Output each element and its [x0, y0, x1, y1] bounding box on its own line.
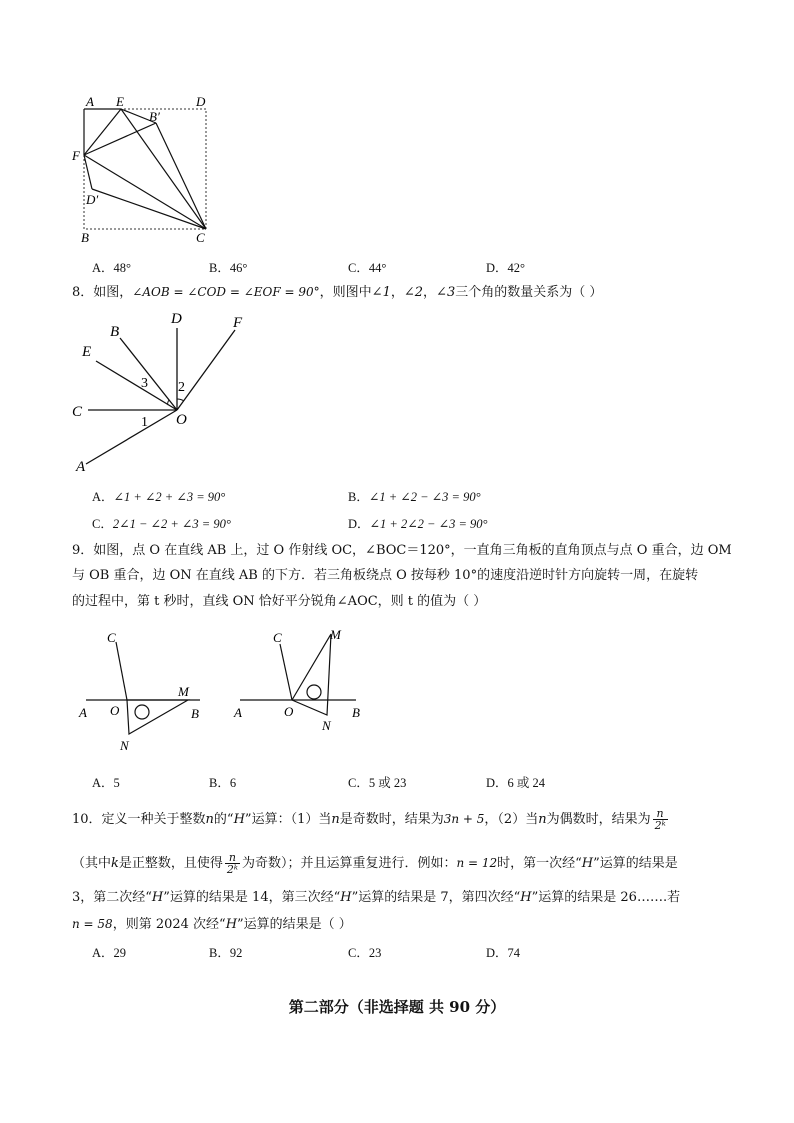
q9r-label-B: B	[352, 705, 360, 720]
q7-dashed-rectangle	[84, 109, 206, 229]
q8-option-b[interactable]: B．∠1 + ∠2 − ∠3 = 90°	[348, 490, 481, 504]
q9l-label-B: B	[191, 706, 199, 721]
q9l-label-O: O	[110, 703, 120, 718]
q7-label-E: E	[116, 94, 124, 109]
q8-condition: ∠AOB = ∠COD = ∠EOF = 90°	[132, 285, 320, 299]
q9l-label-A: A	[79, 705, 87, 720]
q10-option-c[interactable]: C．23	[348, 946, 382, 960]
q8-option-c[interactable]: C．2∠1 − ∠2 + ∠3 = 90°	[92, 517, 231, 531]
q9-figure-right	[228, 622, 378, 742]
q7-segment-FBp	[84, 123, 156, 155]
q8-stem: 8．如图，∠AOB = ∠COD = ∠EOF = 90°，则图中∠1，∠2，∠3三个角的数量关系为（ ）	[72, 285, 603, 300]
q8-label-2: 2	[178, 380, 185, 395]
q9r-triangle-hole	[307, 685, 321, 699]
q8-label-1: 1	[141, 415, 148, 430]
q10-option-a[interactable]: A．29	[92, 946, 127, 960]
q8-option-a[interactable]: A．∠1 + ∠2 + ∠3 = 90°	[92, 490, 226, 504]
q9l-label-N: N	[120, 738, 129, 753]
q9-option-a[interactable]: A．5	[92, 776, 120, 790]
q7-figure	[70, 92, 220, 252]
q9r-ray-OC	[280, 644, 292, 700]
q7-option-d[interactable]: D．42°	[486, 261, 526, 275]
q9-option-d[interactable]: D．6 或 24	[486, 776, 546, 790]
q7-option-c[interactable]: C．44°	[348, 261, 387, 275]
q7-option-b[interactable]: B．46°	[209, 261, 248, 275]
q8-ray-OA	[86, 410, 177, 464]
q7-label-Bprime: B′	[149, 109, 160, 124]
q7-label-Dprime: D′	[86, 192, 99, 207]
q8-label-B: B	[110, 324, 120, 340]
q8-figure	[70, 306, 260, 476]
q8-label-D: D	[171, 311, 182, 327]
q8-arc-angle2	[177, 399, 184, 401]
q10-stem-line2: （其中k是正整数，且使得 $\frac{n}{\text{2ᵏ}}$ 为奇数）；并且运算重复进行．例如：n = 12时，第一次经“H”运算的结果是	[72, 851, 678, 876]
q10-stem-line1: 10．定义一种关于整数n的“H”运算：（1）当n是奇数时，结果为3n + 5，（2）当n为偶数时，结果为 $\frac{n}{\text{2ᵏ}}$	[72, 807, 666, 832]
q7-option-a[interactable]: A．48°	[92, 261, 132, 275]
q7-label-D: D	[196, 94, 206, 109]
q8-label-C: C	[72, 404, 83, 420]
q7-segment-BpC	[156, 123, 206, 229]
q10-fraction-inline: $\frac{n}{\text{2ᵏ}}$	[226, 851, 238, 876]
q9-stem-line3: 的过程中，第 t 秒时，直线 ON 恰好平分锐角∠AOC，则 t 的值为（ ）	[72, 594, 487, 609]
q9r-triangle	[292, 634, 331, 715]
q8-ray-OE	[96, 361, 177, 410]
q7-label-F: F	[72, 148, 80, 163]
q9r-label-C: C	[273, 630, 282, 645]
q7-label-C: C	[196, 230, 205, 245]
q9r-label-N: N	[322, 718, 331, 733]
q9l-triangle	[127, 700, 188, 734]
q8-ray-OB	[120, 338, 177, 410]
q9-option-b[interactable]: B．6	[209, 776, 237, 790]
q9l-ray-OC	[116, 642, 127, 700]
q7-label-B: B	[81, 230, 89, 245]
q8-label-E: E	[82, 344, 92, 360]
q10-option-d[interactable]: D．74	[486, 946, 521, 960]
q8-label-A: A	[76, 459, 86, 475]
q8-option-d[interactable]: D．∠1 + 2∠2 − ∠3 = 90°	[348, 517, 488, 531]
part2-heading: 第二部分（非选择题 共 90 分）	[288, 998, 506, 1016]
q7-label-A: A	[86, 94, 94, 109]
q9l-label-M: M	[178, 684, 189, 699]
q8-label-O: O	[176, 412, 187, 428]
q8-ray-OF	[177, 330, 235, 410]
q9l-triangle-hole	[135, 705, 149, 719]
q9r-label-M: M	[330, 627, 341, 642]
q9-figure-left	[72, 626, 212, 756]
q9-stem-line1: 9．如图，点 O 在直线 AB 上，过 O 作射线 OC，∠BOC＝120°，一直角三角板的直角顶点与点 O 重合，边 OM	[72, 543, 732, 558]
q9-option-c[interactable]: C．5 或 23	[348, 776, 407, 790]
q10-stem-line4: n = 58，则第 2024 次经“H”运算的结果是（ ）	[72, 917, 352, 932]
q9r-label-A: A	[234, 705, 242, 720]
q8-label-3: 3	[141, 376, 148, 391]
q7-segment-EF	[84, 109, 121, 155]
q9r-label-O: O	[284, 704, 294, 719]
q9l-label-C: C	[107, 630, 116, 645]
q7-segment-EC	[121, 109, 206, 229]
q7-segment-FDp	[84, 155, 92, 189]
q10-option-b[interactable]: B．92	[209, 946, 243, 960]
q9-stem-line2: 与 OB 重合，边 ON 在直线 AB 的下方．若三角板绕点 O 按每秒 10°的速度沿逆时针方向旋转一周，在旋转	[72, 568, 699, 583]
q10-fraction-n-over-2k: $\frac{n}{\text{2ᵏ}}$	[654, 807, 666, 832]
q10-stem-line3: 3，第二次经“H”运算的结果是 14，第三次经“H”运算的结果是 7，第四次经“H”运算的结果是 26…….若	[72, 890, 681, 905]
q8-label-F: F	[233, 315, 243, 331]
